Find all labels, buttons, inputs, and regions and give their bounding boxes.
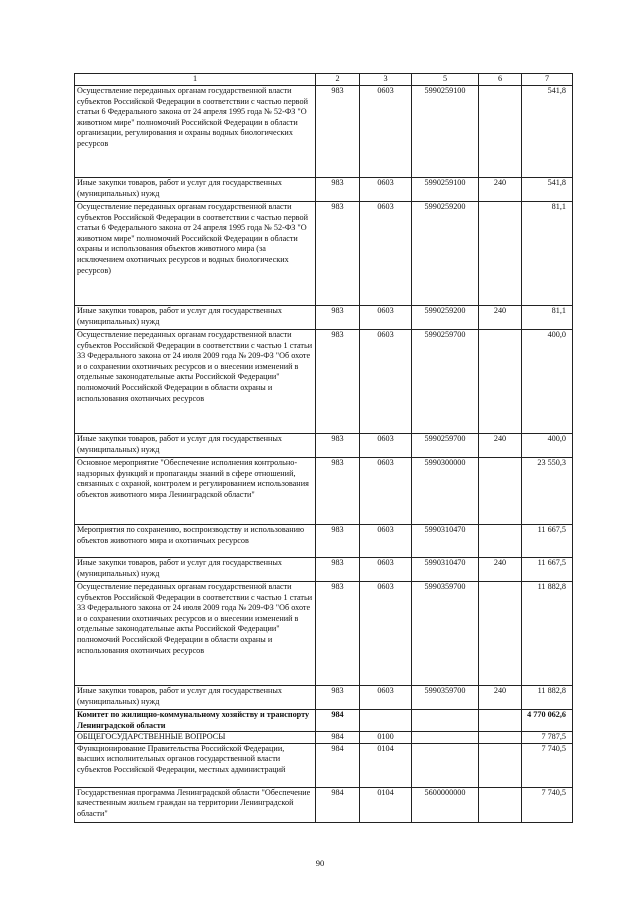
row-section-cell: 0104 [360,743,412,787]
row-amount-cell: 7 787,5 [522,732,573,744]
row-section-cell: 0603 [360,330,412,434]
table-row [75,743,573,787]
row-expense-type-cell [479,743,522,787]
row-target-article-cell: 5990359700 [412,686,479,710]
row-admin-code-cell: 984 [316,710,360,732]
row-expense-type-cell: 240 [479,178,522,202]
table-row [75,178,573,202]
row-name-cell: Основное мероприятие "Обеспечение исполнения контрольно-надзорных функций и пропаганды знаний в сфере отношений, связанных с охраной, контролем и регулированием использования объектов животного мира Ленинградской области" [75,458,316,525]
row-target-article-cell: 5990259700 [412,330,479,434]
row-expense-type-cell [479,787,522,822]
row-target-article-cell: 5990300000 [412,458,479,525]
row-target-article-cell: 5990259700 [412,434,479,458]
table-row [75,710,573,732]
row-admin-code-cell: 983 [316,582,360,686]
row-admin-code-cell: 984 [316,732,360,744]
row-expense-type-cell [479,582,522,686]
row-admin-code-cell: 983 [316,686,360,710]
row-admin-code-cell: 984 [316,787,360,822]
header-cell: 6 [479,74,522,86]
row-admin-code-cell: 983 [316,86,360,178]
budget-table-container [74,73,572,823]
row-section-cell: 0603 [360,202,412,306]
row-section-cell: 0603 [360,458,412,525]
row-name-cell: Иные закупки товаров, работ и услуг для государственных (муниципальных) нужд [75,558,316,582]
row-section-cell: 0603 [360,558,412,582]
row-section-cell: 0603 [360,178,412,202]
row-amount-cell: 7 740,5 [522,787,573,822]
row-amount-cell: 400,0 [522,434,573,458]
row-target-article-cell [412,732,479,744]
row-admin-code-cell: 983 [316,434,360,458]
row-name-cell: ОБЩЕГОСУДАРСТВЕННЫЕ ВОПРОСЫ [75,732,316,744]
row-admin-code-cell: 983 [316,306,360,330]
row-admin-code-cell: 984 [316,743,360,787]
row-amount-cell: 23 550,3 [522,458,573,525]
row-expense-type-cell [479,202,522,306]
table-row [75,582,573,686]
row-section-cell: 0104 [360,787,412,822]
row-amount-cell: 11 882,8 [522,582,573,686]
row-expense-type-cell [479,732,522,744]
row-section-cell: 0603 [360,434,412,458]
row-section-cell: 0100 [360,732,412,744]
row-expense-type-cell: 240 [479,434,522,458]
row-name-cell: Функционирование Правительства Российской Федерации, высших исполнительных органов государственной власти субъектов Российской Федерации, местных администраций [75,743,316,787]
row-amount-cell: 400,0 [522,330,573,434]
table-row [75,434,573,458]
row-target-article-cell: 5600000000 [412,787,479,822]
row-section-cell: 0603 [360,86,412,178]
row-expense-type-cell [479,710,522,732]
header-cell: 3 [360,74,412,86]
row-name-cell: Иные закупки товаров, работ и услуг для государственных (муниципальных) нужд [75,434,316,458]
row-name-cell: Мероприятия по сохранению, воспроизводству и использованию объектов животного мира и охотничьих ресурсов [75,525,316,558]
table-row [75,202,573,306]
row-expense-type-cell [479,458,522,525]
budget-table [74,73,573,823]
row-amount-cell: 81,1 [522,306,573,330]
row-expense-type-cell [479,86,522,178]
row-target-article-cell: 5990259100 [412,86,479,178]
table-row [75,525,573,558]
header-row [75,74,573,86]
row-target-article-cell: 5990259100 [412,178,479,202]
row-expense-type-cell: 240 [479,306,522,330]
row-target-article-cell [412,743,479,787]
row-amount-cell: 4 770 062,6 [522,710,573,732]
header-cell: 7 [522,74,573,86]
table-row [75,787,573,822]
row-section-cell: 0603 [360,306,412,330]
row-amount-cell: 7 740,5 [522,743,573,787]
row-amount-cell: 11 667,5 [522,558,573,582]
table-row [75,732,573,744]
row-name-cell: Иные закупки товаров, работ и услуг для государственных (муниципальных) нужд [75,686,316,710]
row-target-article-cell: 5990259200 [412,202,479,306]
row-expense-type-cell [479,525,522,558]
row-expense-type-cell: 240 [479,686,522,710]
row-name-cell: Комитет по жилищно-коммунальному хозяйству и транспорту Ленинградской области [75,710,316,732]
row-target-article-cell [412,710,479,732]
table-row [75,558,573,582]
row-name-cell: Осуществление переданных органам государственной власти субъектов Российской Федерации в соответствии с частью 1 статьи 33 Федерального закона от 24 июля 2009 года № 209-ФЗ "Об охоте и о сохранении охотничьих ресурсов и о внесении изменений в отдельные законодательные акты Российской Федерации" полномочий Российской Федерации в области охраны и использования охотничьих ресурсов [75,330,316,434]
row-name-cell: Осуществление переданных органам государственной власти субъектов Российской Федерации в соответствии с частью первой статьи 6 Федерального закона от 24 апреля 1995 года № 52-ФЗ "О животном мире" полномочий Российской Федерации в области организации, регулирования и охраны водных биологических ресурсов [75,86,316,178]
row-target-article-cell: 5990259200 [412,306,479,330]
row-section-cell: 0603 [360,582,412,686]
row-target-article-cell: 5990310470 [412,558,479,582]
table-row [75,330,573,434]
row-section-cell: 0603 [360,686,412,710]
page-number: 90 [315,858,325,868]
row-amount-cell: 541,8 [522,86,573,178]
row-amount-cell: 11 882,8 [522,686,573,710]
table-row [75,458,573,525]
row-expense-type-cell: 240 [479,558,522,582]
row-admin-code-cell: 983 [316,330,360,434]
row-name-cell: Осуществление переданных органам государственной власти субъектов Российской Федерации в соответствии с частью первой статьи 6 Федерального закона от 24 апреля 1995 года № 52-ФЗ "О животном мире" полномочий Российской Федерации в области охраны и использования объектов животного мира (за исключением охотничьих ресурсов и водных биологических ресурсов) [75,202,316,306]
row-admin-code-cell: 983 [316,558,360,582]
row-name-cell: Осуществление переданных органам государственной власти субъектов Российской Федерации в соответствии с частью 1 статьи 33 Федерального закона от 24 июля 2009 года № 209-ФЗ "Об охоте и о сохранении охотничьих ресурсов и о внесении изменений в отдельные законодательные акты Российской Федерации" полномочий Российской Федерации в области охраны и использования охотничьих ресурсов [75,582,316,686]
row-expense-type-cell [479,330,522,434]
row-target-article-cell: 5990310470 [412,525,479,558]
row-amount-cell: 11 667,5 [522,525,573,558]
row-amount-cell: 541,8 [522,178,573,202]
row-amount-cell: 81,1 [522,202,573,306]
header-cell: 5 [412,74,479,86]
table-row [75,86,573,178]
row-name-cell: Иные закупки товаров, работ и услуг для государственных (муниципальных) нужд [75,178,316,202]
row-section-cell [360,710,412,732]
row-admin-code-cell: 983 [316,178,360,202]
header-cell: 2 [316,74,360,86]
row-name-cell: Государственная программа Ленинградской области "Обеспечение качественным жильем граждан на территории Ленинградской области" [75,787,316,822]
row-section-cell: 0603 [360,525,412,558]
row-admin-code-cell: 983 [316,458,360,525]
table-row [75,306,573,330]
row-name-cell: Иные закупки товаров, работ и услуг для государственных (муниципальных) нужд [75,306,316,330]
row-admin-code-cell: 983 [316,202,360,306]
header-cell: 1 [75,74,316,86]
row-target-article-cell: 5990359700 [412,582,479,686]
row-admin-code-cell: 983 [316,525,360,558]
table-row [75,686,573,710]
